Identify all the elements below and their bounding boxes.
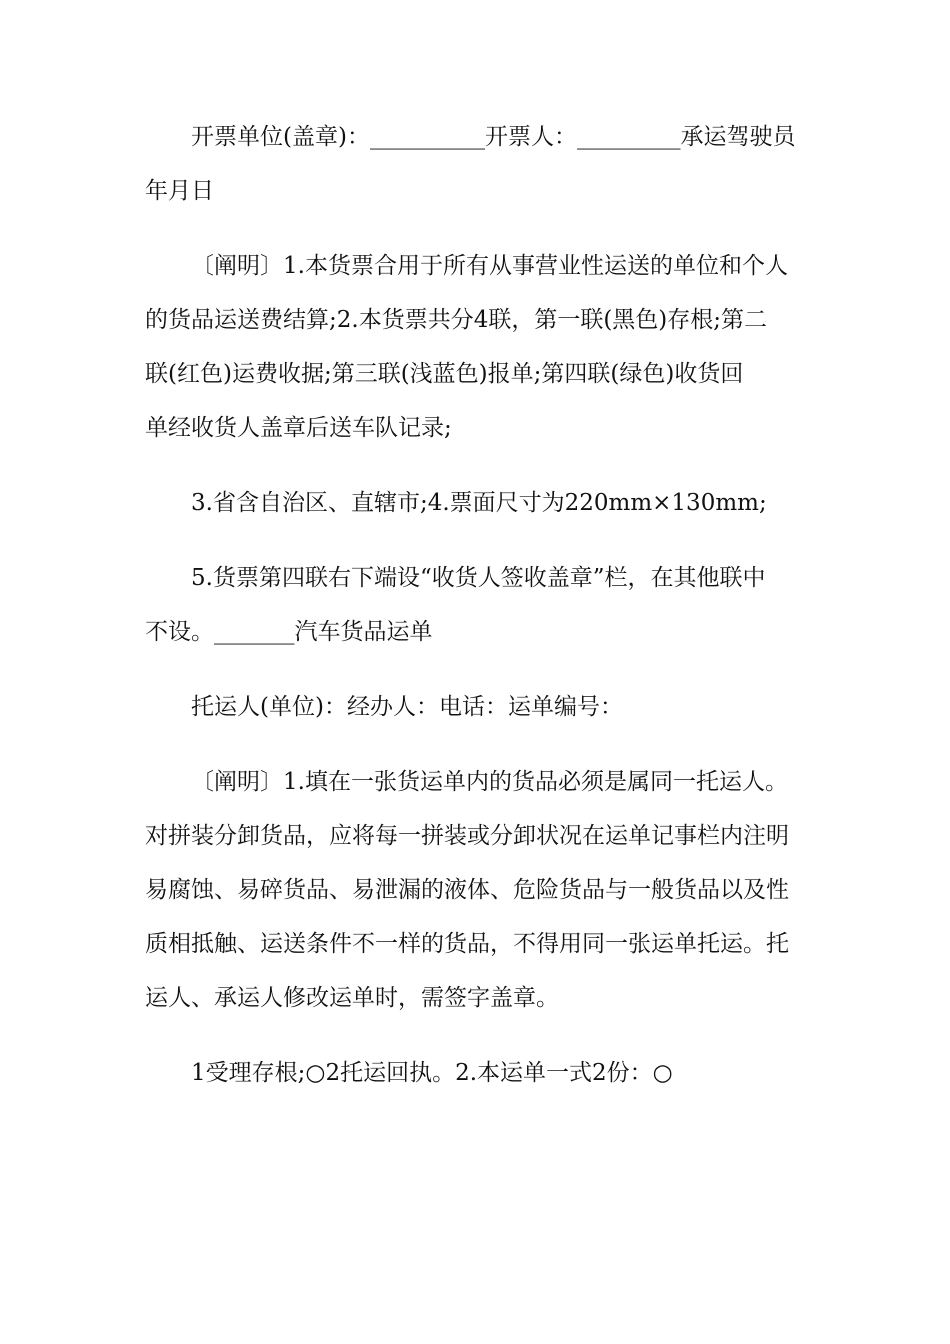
paragraph-waybill-notes [145, 755, 810, 1025]
text-line: 开票单位(盖章)：__________开票人：_________承运驾驶员 [191, 124, 796, 150]
paragraph-fourth-copy [145, 551, 810, 659]
paragraph-waybill-copies [145, 1046, 810, 1100]
text-line: 1受理存根;○2托运回执。2.本运单一式2份：○ [191, 1060, 673, 1086]
text-line: 易腐蚀、易碎货品、易泄漏的液体、危险货品与一般货品以及性 [145, 877, 789, 903]
paragraph-invoice-issuer [145, 110, 810, 218]
document-page [145, 110, 810, 1121]
text-line: 对拼装分卸货品，应将每一拼装或分卸状况在运单记事栏内注明 [145, 823, 789, 849]
text-line: 托运人(单位)：经办人：电话：运单编号： [191, 694, 623, 720]
text-line: 〔阐明〕1.本货票合用于所有从事营业性运送的单位和个人 [191, 253, 788, 279]
text-line: 单经收货人盖章后送车队记录; [145, 415, 452, 441]
text-line: 〔阐明〕1.填在一张货运单内的货品必须是属同一托运人。 [191, 769, 788, 795]
text-line: 质相抵触、运送条件不一样的货品，不得用同一张运单托运。托 [145, 931, 789, 957]
text-line: 年月日 [145, 178, 214, 204]
text-line: 3.省含自治区、直辖市;4.票面尺寸为220mm×130mm; [191, 490, 767, 516]
text-line: 5.货票第四联右下端设“收货人签收盖章”栏，在其他联中 [191, 565, 766, 591]
text-line: 联(红色)运费收据;第三联(浅蓝色)报单;第四联(绿色)收货回 [145, 361, 744, 387]
paragraph-consignor-fields [145, 680, 810, 734]
paragraph-invoice-notes [145, 239, 810, 455]
paragraph-invoice-size [145, 476, 810, 530]
text-line: 的货品运送费结算;2.本货票共分4联，第一联(黑色)存根;第二 [145, 307, 768, 333]
text-line: 运人、承运人修改运单时，需签字盖章。 [145, 985, 559, 1011]
text-line: 不设。_______汽车货品运单 [145, 619, 433, 645]
